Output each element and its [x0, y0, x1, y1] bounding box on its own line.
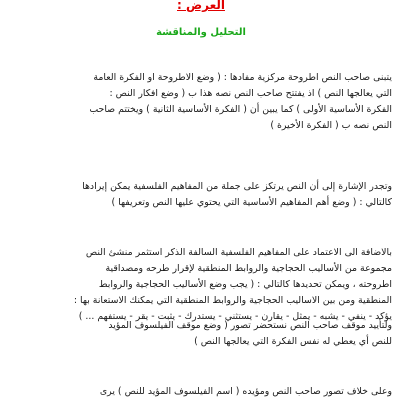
- paragraph-thesis: [10, 70, 392, 134]
- paragraph-line: للنص أي يعطي له نفس الفكرة التي يعالجها النص ): [194, 336, 392, 347]
- paragraph-line: يؤكد - ينفي - يشبه - يمثل - يقارن - يستثني - يستدرك - يثبت - يقر - يستفهم ... ): [78, 311, 392, 322]
- section-title: العرض :: [177, 0, 225, 12]
- paragraph-line: الفكرة الأساسية الأولى ) كما يبين أن ( الفكرة الأساسية الثانية ) ويختتم صاحب: [89, 104, 392, 115]
- paragraph-line: المنطقية ومن بين الاساليب الحجاجية والروابط المنطقية التي يمكنك الاستعانة بها :: [73, 295, 392, 306]
- paragraph-line: وعلى خلاف تصور صاحب النص ومؤيده ( اسم الفيلسوف المؤيد للنص ) يرى: [99, 386, 392, 397]
- paragraph-line: النص نصه ب ( الفكرة الأخيرة ): [270, 120, 392, 131]
- paragraph-line: التي يعالجها النص ) اذ يفتتح صاحب النص نصه هذا ب ( وضع افكار النص :: [109, 88, 392, 99]
- paragraph-concepts: [10, 179, 392, 211]
- paragraph-line: يتبنى صاحب النص اطروحة مركزية مفادها : ( وضع الاطروحة او الفكرة العامة: [93, 72, 392, 83]
- paragraph-line: كالتالي : ( وضع أهم المفاهيم الأساسية التي يحتوي عليها النص وتعريفها ): [111, 197, 392, 208]
- paragraph-arguments: [10, 245, 392, 325]
- section-subtitle: التحليل والمناقشة: [156, 27, 246, 38]
- paragraph-line: اطروحته ، ويمكن تحديدها كالتالي : ( يجب وضع الأساليب الحجاجية والروابط: [98, 279, 392, 290]
- paragraph-line: ولتأييد موقف صاحب النص نستحضر تصور ( وضع موقف الفيلسوف المؤيد: [108, 320, 392, 331]
- paragraph-line: مجموعة من الأساليب الحجاجية والروابط المنطقية لإقرار طرحه ومصداقية: [105, 263, 392, 274]
- paragraph-line: وتجدر الإشارة إلى أن النص يرتكز على جملة من المفاهيم الفلسفية يمكن إيرادها: [82, 181, 392, 192]
- paragraph-supporting-view: [10, 318, 392, 350]
- paragraph-line: بالاضافة الى الاعتماد على المفاهيم الفلسفية السالفة الذكر استثمر منشئ النص: [85, 247, 392, 258]
- paragraph-opposing-view: [10, 384, 392, 400]
